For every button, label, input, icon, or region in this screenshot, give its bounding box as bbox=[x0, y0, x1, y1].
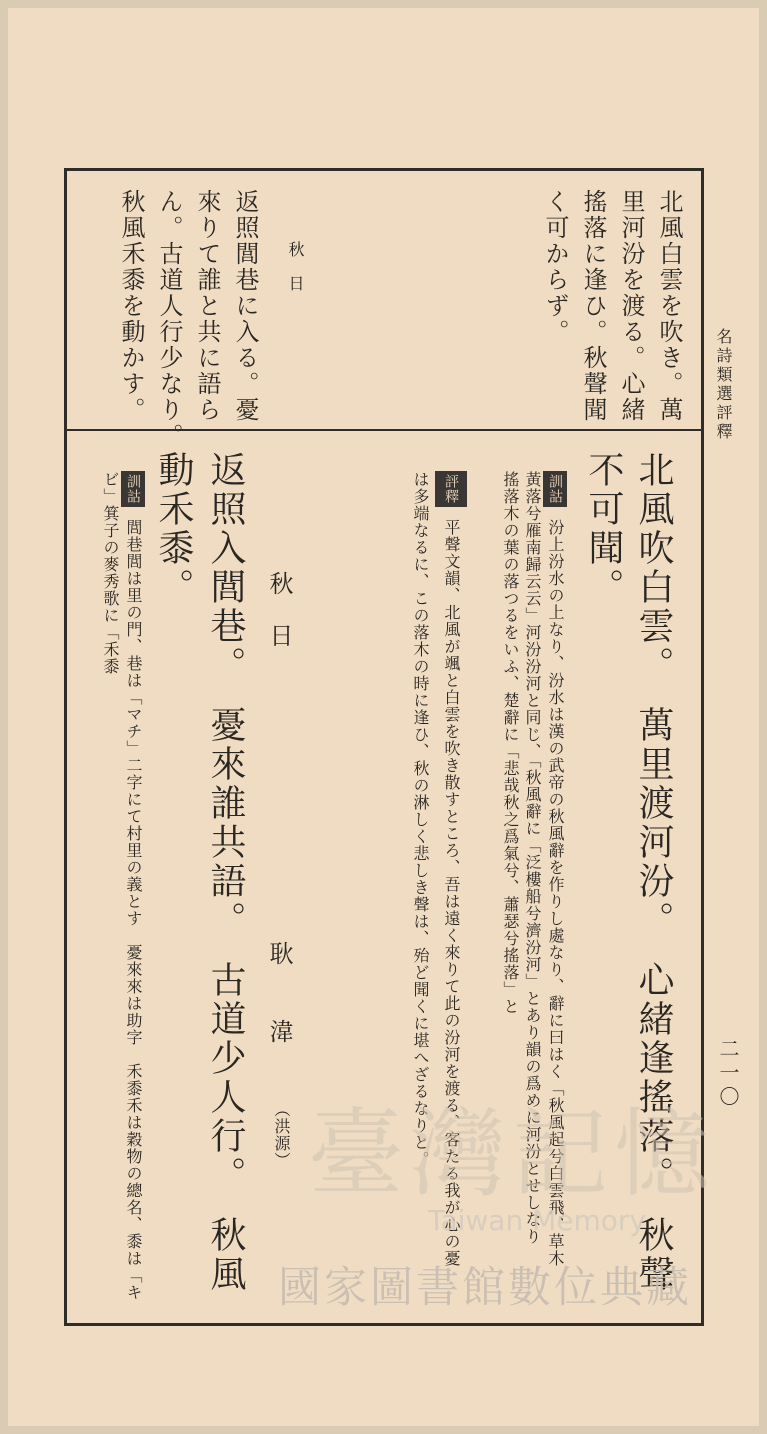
poem2-author-note: （洪源） bbox=[272, 1101, 291, 1169]
watermark-institution: 國家圖書館數位典藏 bbox=[278, 1263, 692, 1313]
kunko-tag: 訓詁 bbox=[543, 471, 567, 507]
hyoshaku-text: 平聲文韻、北風が颯と白雲を吹き散すところ、吾は遠く來りて此の汾河を渡る、客たる我が心の憂は多端なるに、この落木の時に逢ひ、秋の淋しく悲しき聲は、殆ど聞くに堪へざるなりと。 bbox=[411, 471, 461, 1268]
kundoku-title: 秋 日 bbox=[286, 241, 305, 292]
book-page bbox=[8, 8, 759, 1426]
kundoku-line: ん。古道人行少なり。 bbox=[155, 189, 183, 449]
watermark-logo: 臺灣記憶 bbox=[308, 1098, 716, 1210]
kunko-tag: 訓詁 bbox=[121, 471, 145, 507]
kundoku-line: 秋風禾黍を動かす。 bbox=[117, 189, 145, 423]
watermark-english: Taiwan Memory bbox=[428, 1204, 646, 1237]
kunko-text: 汾上汾水の上なり、汾水は漢の武帝の秋風辭を作りし處なり、辭に曰はく「秋風起兮白雲飛、草木黃落兮雁南歸云云」河汾汾河と同じ、「秋風辭に「泛樓船兮濟汾河」とあり韻の爲めに河汾とせしなり 搖落木の葉の落つるをいふ、楚辭に「悲哉秋之爲氣兮、蕭瑟兮搖落」と bbox=[501, 471, 565, 1268]
kundoku-line: 北風白雲を吹き。萬 bbox=[655, 189, 683, 423]
poem2-kunko bbox=[75, 471, 145, 1311]
kundoku-poem2 bbox=[67, 171, 707, 449]
kunko-text: 閭巷閭は里の門、巷は「マチ」二字にて村里の義とす 憂來來は助字 禾黍禾は穀物の總名、黍は「キビ」箕子の麥秀歌に「禾黍 bbox=[101, 471, 143, 1302]
kundoku-line: 里河汾を渡る。心緒 bbox=[617, 189, 645, 423]
hyoshaku-tag: 評釋 bbox=[435, 471, 467, 507]
kundoku-line: 來りて誰と共に語ら bbox=[193, 189, 221, 423]
poem1-line: 不可聞。 bbox=[583, 451, 624, 607]
kundoku-line: く可からず。 bbox=[541, 189, 569, 345]
poem2-line: 動禾黍。 bbox=[153, 451, 194, 607]
kundoku-line: 搖落に逢ひ。秋聲聞 bbox=[579, 189, 607, 423]
book-title-header: 名詩類選評釋 bbox=[714, 328, 733, 442]
page-number: 二一〇 bbox=[716, 1038, 740, 1110]
poem2-title: 秋 日 bbox=[265, 571, 293, 649]
poem1-line: 北風吹白雲。 萬里渡河汾。 心緒逢搖落。 秋聲 bbox=[633, 451, 674, 1294]
poem2-line: 返照入閭巷。 憂來誰共語。 古道少人行。 秋風 bbox=[205, 451, 246, 1294]
kundoku-line: 返照閭巷に入る。憂 bbox=[231, 189, 259, 423]
poem2-author: 耿 湋 bbox=[265, 941, 293, 1045]
